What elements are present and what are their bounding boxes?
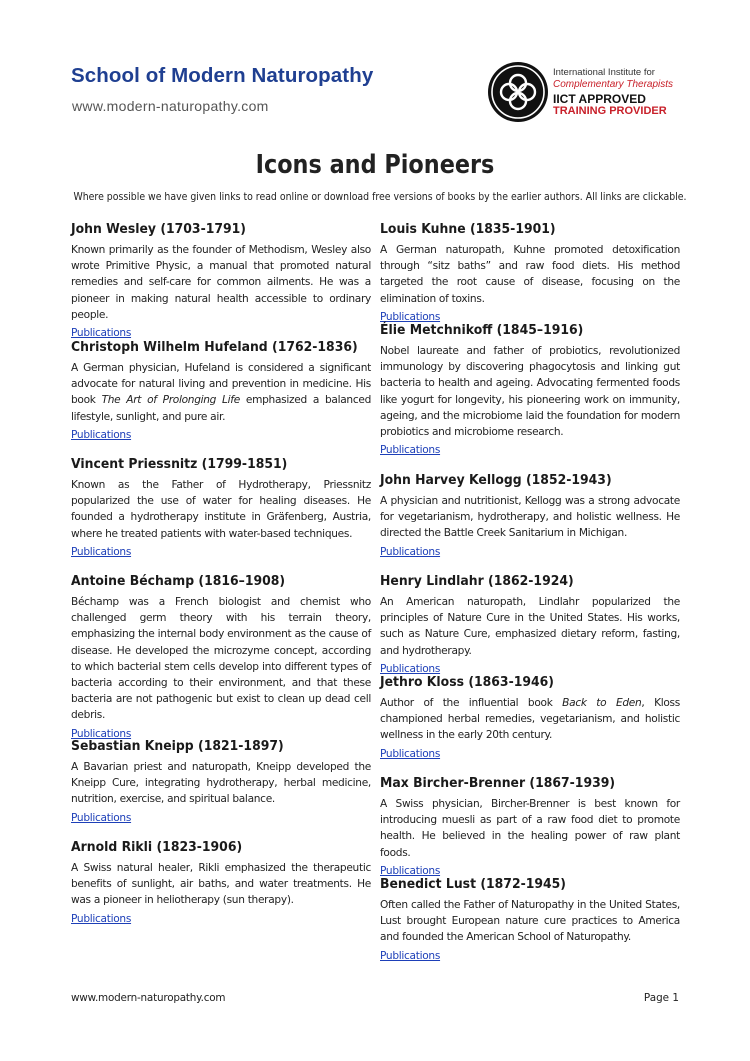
pioneer-description: An American naturopath, Lindlahr popularized the principles of Nature Cure in the United States. His works, such as Nature Cure, emphasized dietary reform, fasting, and hydrotherapy. — [380, 596, 680, 657]
pioneer-description: A Bavarian priest and naturopath, Kneipp developed the Kneipp Cure, integrating hydrotherapy, herbal medicine, nutrition, exercise, and spiritual balance. — [71, 761, 371, 806]
publications-link[interactable]: Publications — [380, 864, 441, 877]
pioneer-description: Often called the Father of Naturopathy in the United States, Lust brought European nature cure practices to America and founded the American School of Naturopathy. — [380, 899, 680, 944]
publications-link[interactable]: Publications — [71, 327, 132, 340]
publications-link[interactable]: Publications — [71, 545, 132, 558]
iict-approved-label: IICT APPROVED — [553, 92, 646, 106]
publications-link[interactable]: Publications — [380, 747, 441, 760]
book-title: The Art of Prolonging Life — [101, 394, 240, 407]
pioneer-name: Louis Kuhne (1835-1901) — [380, 221, 556, 237]
pioneer-name: Élie Metchnikoff (1845–1916) — [380, 322, 584, 338]
pioneer-entry — [380, 471, 680, 560]
publications-link[interactable]: Publications — [71, 727, 132, 740]
pioneer-name: John Wesley (1703-1791) — [71, 221, 246, 237]
page-number: Page 1 — [643, 992, 679, 1004]
publications-link[interactable]: Publications — [380, 545, 441, 558]
pioneer-name: Christoph Wilhelm Hufeland (1762-1836) — [71, 339, 358, 355]
school-url[interactable]: www.modern-naturopathy.com — [72, 98, 269, 114]
pioneer-entry — [71, 220, 371, 341]
publications-link[interactable]: Publications — [71, 428, 132, 441]
iict-provider-label: TRAINING PROVIDER — [553, 105, 667, 117]
publications-link[interactable]: Publications — [71, 811, 132, 824]
school-name: School of Modern Naturopathy — [71, 64, 374, 87]
iict-name-line1: International Institute for — [553, 67, 655, 78]
footer-url[interactable]: www.modern-naturopathy.com — [71, 992, 226, 1004]
pioneer-entry — [380, 321, 680, 458]
pioneer-description: A physician and nutritionist, Kellogg was a strong advocate for vegetarianism, hydrotherapy, and holistic wellness. He directed the Battle Creek Sanitarium in Michigan. — [380, 495, 680, 540]
pioneer-description: Béchamp was a French biologist and chemist who challenged germ theory with his terrain theory, emphasizing the internal body environment as the cause of disease. He developed the microzyme concept, according to which bacterial stem cells develop into different types of bacteria according to their environment, and that these bacteria are not pathogenic but exist to clean up dead cell debris. — [71, 596, 371, 722]
pioneer-entry — [71, 838, 371, 927]
pioneer-name: John Harvey Kellogg (1852-1943) — [380, 472, 612, 488]
pioneer-entry — [380, 220, 680, 325]
pioneer-description: Known primarily as the founder of Methodism, Wesley also wrote Primitive Physic, a manual that promoted natural remedies and self-care for common ailments. He was a pioneer in making natural health accessible to ordinary people. — [71, 244, 371, 321]
pioneer-name: Max Bircher-Brenner (1867-1939) — [380, 775, 616, 791]
iict-name-line2: Complementary Therapists — [553, 79, 674, 90]
pioneer-entry — [380, 875, 680, 964]
pioneer-entry — [71, 572, 371, 742]
pioneer-description: Author of the influential book Back to Eden, Kloss championed herbal remedies, vegetarianism, and holistic wellness in the early 20th century. — [380, 697, 680, 742]
iict-logo-icon — [487, 61, 549, 123]
pioneer-entry — [71, 338, 371, 443]
page-title: Icons and Pioneers — [255, 150, 495, 180]
publications-link[interactable]: Publications — [71, 912, 132, 925]
pioneer-description: A Swiss natural healer, Rikli emphasized the therapeutic benefits of sunlight, air baths, and water treatments. He was a pioneer in heliotherapy (sun therapy). — [71, 862, 371, 907]
pioneer-entry — [71, 737, 371, 826]
book-title: Back to Eden — [562, 697, 642, 709]
pioneer-name: Sebastian Kneipp (1821-1897) — [71, 738, 284, 754]
pioneer-name: Jethro Kloss (1863-1946) — [380, 674, 554, 690]
pioneer-entry — [71, 455, 371, 560]
publications-link[interactable]: Publications — [380, 662, 441, 675]
publications-link[interactable]: Publications — [380, 444, 441, 457]
page-header — [0, 0, 750, 140]
pioneer-description: A German naturopath, Kuhne promoted detoxification through “sitz baths” and raw food diets. His method targeted the root cause of disease, focusing on the elimination of toxins. — [380, 244, 680, 305]
pioneer-name: Henry Lindlahr (1862-1924) — [380, 573, 574, 589]
pioneer-entry — [380, 572, 680, 677]
publications-link[interactable]: Publications — [380, 310, 441, 323]
pioneer-name: Arnold Rikli (1823-1906) — [71, 839, 243, 855]
pioneer-description: A Swiss physician, Bircher-Brenner is best known for introducing muesli as part of a raw food diet to promote health. He believed in the healing power of raw plant foods. — [380, 798, 680, 859]
pioneer-name: Vincent Priessnitz (1799-1851) — [71, 456, 288, 472]
pioneer-description: A German physician, Hufeland is considered a significant advocate for natural living and prevention in medicine. His book The Art of Prolonging Life emphasized a balanced lifestyle, sunlight, and pure air. — [71, 362, 371, 423]
intro-text: Where possible we have given links to read online or download free versions of books by the earlier authors. All links are clickable. — [73, 191, 687, 203]
pioneer-description: Known as the Father of Hydrotherapy, Priessnitz popularized the use of water for healing diseases. He founded a hydrotherapy institute in Gräfenberg, Austria, where he treated patients with water-based techniques. — [71, 479, 371, 540]
pioneer-name: Antoine Béchamp (1816–1908) — [71, 573, 286, 589]
pioneer-entry — [380, 673, 680, 762]
pioneer-description: Nobel laureate and father of probiotics, revolutionized immunology by discovering phagocytosis and linking gut bacteria to health and ageing. Advocating fermented foods like yogurt for longevity, his pioneering work on immunity, ageing, and the microbiome laid the foundation for modern probiotics and microbiome research. — [380, 345, 680, 439]
pioneer-name: Benedict Lust (1872-1945) — [380, 876, 566, 892]
pioneer-entry — [380, 774, 680, 879]
publications-link[interactable]: Publications — [380, 949, 441, 962]
